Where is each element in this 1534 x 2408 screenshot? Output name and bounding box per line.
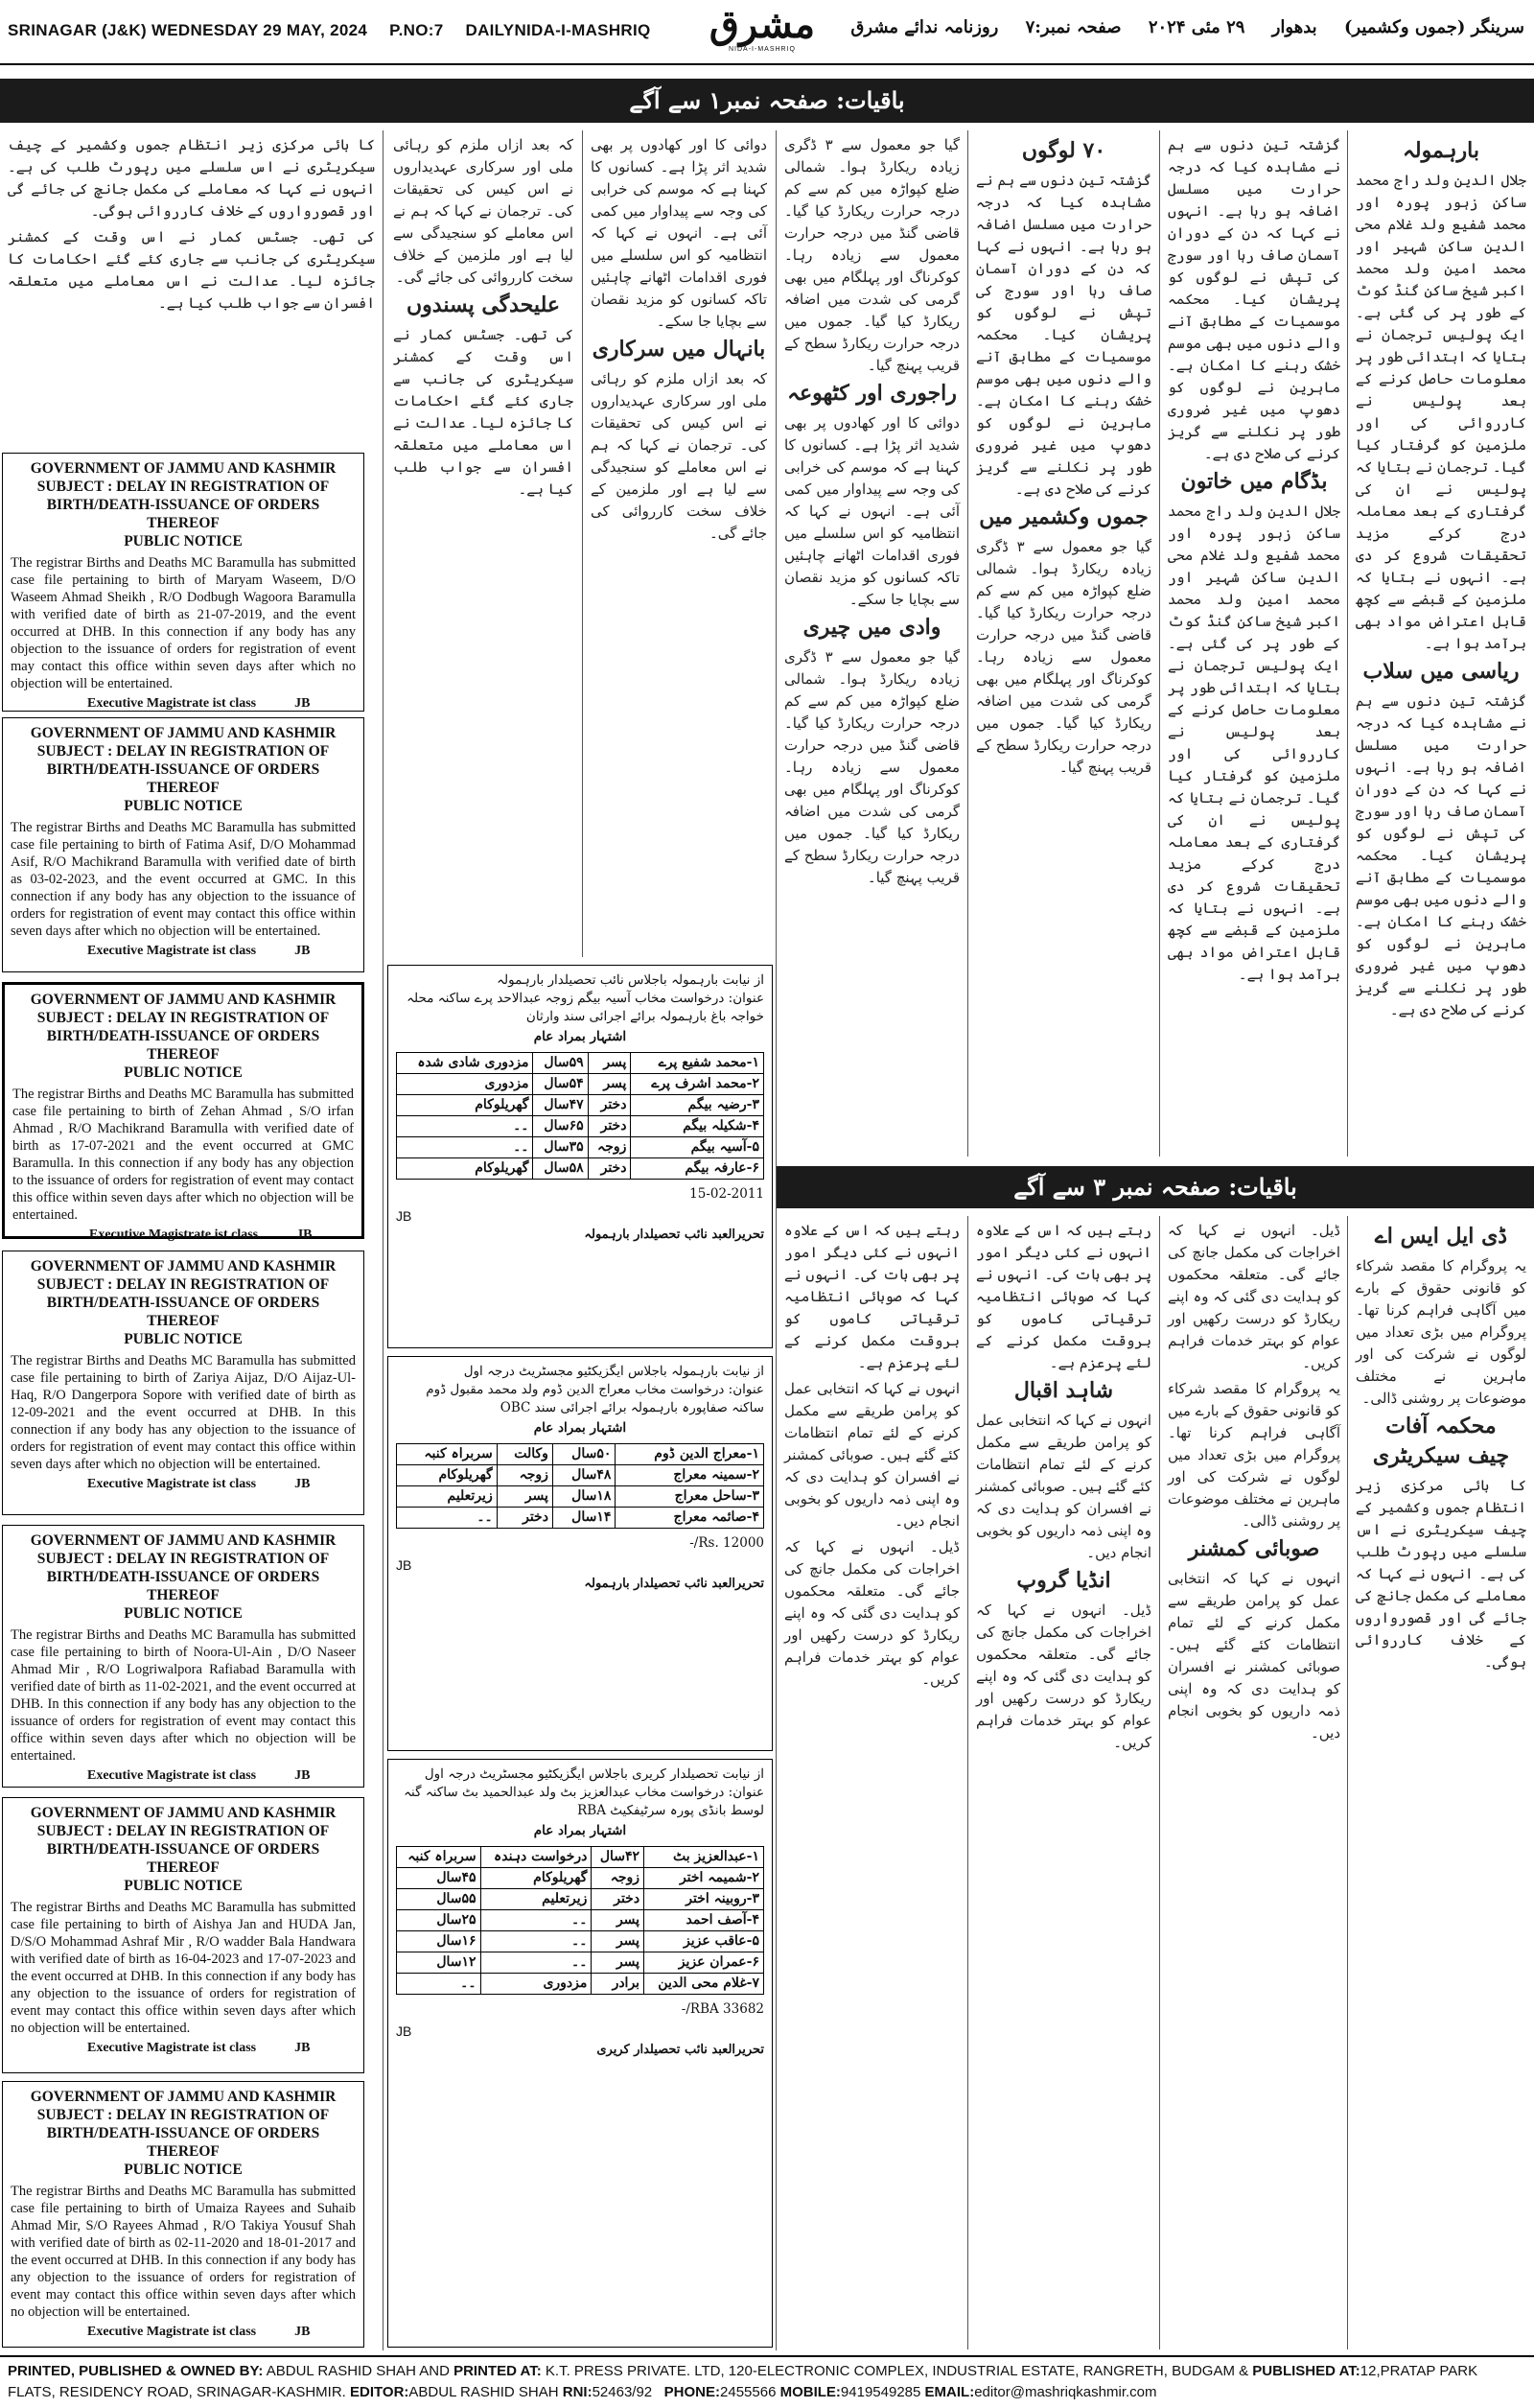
- table-cell: ۵۵سال: [397, 1889, 481, 1910]
- table-cell: گھریلوکام: [397, 1465, 498, 1486]
- ad-title: از نیابت بارہمولہ باجلاس نائب تحصیلدار بارہمولہ: [497, 972, 764, 988]
- table-cell: زوجہ: [588, 1137, 631, 1158]
- table-cell: ۔۔: [397, 1508, 498, 1529]
- text-span: JB: [294, 2041, 311, 2055]
- table-cell: ۶۵سال: [533, 1116, 588, 1137]
- masthead: [0, 0, 1534, 65]
- article-text: ڈیل۔ انہوں نے کہا کہ اخراجات کی مکمل جانچ کی جائے گی۔ متعلقہ محکموں کو ہدایت دی گئی کہ وہ اپنے ریکارڈ کو درست رکھیں اور عوام کو بہتر خدمات فراہم کریں۔: [976, 1601, 1151, 1751]
- table-cell: ۱۸سال: [552, 1486, 615, 1508]
- table-cell: ۴۵سال: [397, 1868, 481, 1889]
- notice-body: The registrar Births and Deaths MC Baramulla has submitted case file pertaining to birth of Aishya Jan and HUDA Jan, D/S/O Mohammad Ashraf Mir , R/O wadder Bala Handwara with verified date of birth as 16-04-2023 and 17-07-2023 and the event occurred at DHB. In this connection if any body has any objection to the issuance of orders for registration of event may contact this office within seven days after which no objection will be entertained.: [11, 1900, 356, 2036]
- article-column-7: [2, 130, 381, 447]
- text-span: JB: [296, 1227, 313, 1242]
- table-row: [397, 1095, 764, 1116]
- article-text: گیا جو معمول سے ۳ ڈگری زیادہ ریکارڈ ہوا۔ شمالی ضلع کپواڑہ میں کم سے کم درجہ حرارت ریکارڈ کیا گیا۔ قاضی گنڈ میں درجہ حرارت معمول سے زیادہ رہا۔ کوکرناگ اور پہلگام میں بھی گرمی کی شدت میں اضافہ ریکارڈ کیا گیا۔ جموں میں درجہ حرارت ریکارڈ سطح کے قریب پہنچ گیا۔: [784, 136, 961, 374]
- article-text: کہ بعد ازاں ملزم کو رہائی ملی اور سرکاری عہدیداروں نے اس کیس کی تحقیقات کی۔ ترجمان نے کہا کہ ہم نے اس معاملے کو سنجیدگی سے لیا ہے اور ملزمین کے خلاف سخت کارروائی کی جائے گی۔: [591, 370, 767, 542]
- headline-dls: ڈی ایل ایس اے: [1374, 1224, 1508, 1249]
- legal-ad-1: [387, 965, 773, 1348]
- article-text: گیا جو معمول سے ۳ ڈگری زیادہ ریکارڈ ہوا۔ شمالی ضلع کپواڑہ میں کم سے کم درجہ حرارت ریکارڈ کیا گیا۔ قاضی گنڈ میں درجہ حرارت معمول سے زیادہ رہا۔ کوکرناگ اور پہلگام میں بھی گرمی کی شدت میں اضافہ ریکارڈ کیا گیا۔ جموں میں درجہ حرارت ریکارڈ سطح کے قریب پہنچ گیا۔: [976, 538, 1152, 776]
- table-row: [397, 1889, 764, 1910]
- urdu-page: صفحہ نمبر:۷: [1025, 17, 1122, 37]
- article-text: گزشتہ تین دنوں سے ہم نے مشاہدہ کیا کہ درجہ حرارت میں مسلسل اضافہ ہو رہا ہے۔ انہوں نے کہا کہ دن کے دوران آسمان صاف رہا اور سورج کی تپش نے لوگوں کو پریشان کیا۔ محکمہ موسمیات کے مطابق آنے والے دنوں میں بھی موسم خشک رہنے کا امکان ہے۔ ماہرین نے لوگوں کو دھوپ میں غیر ضروری طور پر نکلنے سے گریز کرنے کی صلاح دی ہے۔: [976, 172, 1151, 498]
- ad-jb: JB: [396, 1208, 412, 1224]
- urdu-paper: روزنامہ ندائے مشرق: [850, 17, 999, 37]
- article-text: دوائی کا اور کھادوں پر بھی شدید اثر پڑا ہے۔ کسانوں کا کہنا ہے کہ موسم کی خرابی کی وجہ سے پیداوار میں کمی آئی ہے۔ انہوں نے کہا کہ انتظامیہ کو اس سلسلے میں فوری اقدامات اٹھانے چاہئیں تاکہ کسانوں کو مزید نقصان سے بچایا جا سکے۔: [784, 414, 960, 608]
- headline-jk-rain: جموں وکشمیر میں: [979, 504, 1149, 529]
- table-row: [397, 1847, 764, 1868]
- notice-subject: SUBJECT : DELAY IN REGISTRATION OF BIRTH/DEATH-ISSUANCE OF ORDERS THEREOF: [36, 2107, 330, 2160]
- urdu-place: سرینگر (جموں وکشمیر): [1343, 17, 1524, 37]
- ad-family-table: [396, 1443, 764, 1529]
- article-text: انہوں نے کہا کہ انتخابی عمل کو پرامن طریقے سے مکمل کرنے کے لئے تمام انتظامات کئے گئے ہیں۔ صوبائی کمشنر نے افسران کو ہدایت دی کہ وہ اپنی ذمہ داریوں کو بخوبی انجام دیں۔: [784, 1380, 960, 1530]
- table-row: [397, 1465, 764, 1486]
- column-divider: [967, 130, 968, 1157]
- article-column-9: [1162, 1216, 1346, 2350]
- ad-footer: تحریرالعبد نائب تحصیلدار کریری: [596, 2043, 764, 2057]
- text-span: K.T. PRESS PRIVATE. LTD, 120-ELECTRONIC COMPLEX, INDUSTRIAL ESTATE, RANGRETH, BUDGAM &: [545, 2363, 1249, 2379]
- notice-title: PUBLIC NOTICE: [124, 1064, 243, 1081]
- table-cell: پسر: [497, 1486, 552, 1508]
- text-span: JB: [294, 1768, 311, 1783]
- article-column-5: [585, 130, 773, 957]
- notice-signature: [12, 1227, 354, 1243]
- article-text: گزشتہ تین دنوں سے ہم نے مشاہدہ کیا کہ درجہ حرارت میں مسلسل اضافہ ہو رہا ہے۔ انہوں نے کہا کہ دن کے دوران آسمان صاف رہا اور سورج کی تپش نے لوگوں کو پریشان کیا۔ محکمہ موسمیات کے مطابق آنے والے دنوں میں بھی موسم خشک رہنے کا امکان ہے۔ ماہرین نے لوگوں کو دھوپ میں غیر ضروری طور پر نکلنے سے گریز کرنے کی صلاح دی ہے۔: [1356, 692, 1526, 1018]
- table-cell: ۴۸سال: [552, 1465, 615, 1486]
- legal-ad-2: [387, 1356, 773, 1751]
- legal-ad-3: [387, 1759, 773, 2348]
- article-column-11: [779, 1216, 965, 2350]
- headline-seventy-people: ۷۰ لوگوں: [1021, 138, 1106, 163]
- table-row: [397, 1116, 764, 1137]
- notice-title: PUBLIC NOTICE: [124, 533, 243, 549]
- table-row: [397, 1868, 764, 1889]
- notice-title: PUBLIC NOTICE: [124, 1605, 243, 1622]
- notice-gov: GOVERNMENT OF JAMMU AND KASHMIR: [30, 725, 337, 741]
- ad-family-table: [396, 1052, 764, 1180]
- table-cell: ۴۲سال: [592, 1847, 644, 1868]
- table-row: [397, 1158, 764, 1180]
- table-row: [397, 1053, 764, 1074]
- table-cell: ۲-سمینہ معراج: [616, 1465, 764, 1486]
- notice-body: The registrar Births and Deaths MC Baramulla has submitted case file pertaining to birth of Umaiza Rayees and Suhaib Ahmad Mir, S/O Rayees Ahmad , R/O Takiya Yousuf Shah with verified date of birth as 02-11-2020 and 18-01-2017 and the event occurred at DHB. In this connection if any body has any objection to the issuance of orders for registration of event may contact this office within seven days after which no objection will be entertained.: [11, 2184, 356, 2320]
- headline-budgam-women: بڈگام میں خاتون: [1180, 469, 1328, 494]
- table-cell: ۱۶سال: [397, 1931, 481, 1952]
- table-cell: ۶-عارفہ بیگم: [631, 1158, 764, 1180]
- public-notice-5: [2, 1525, 364, 1788]
- text-span: 12,PRATAP PARK: [1360, 2363, 1478, 2379]
- article-text: کا بائی مرکزی زیر انتظام جموں وکشمیر کے چیف سیکریٹری نے اس سلسلے میں رپورٹ طلب کی ہے۔ انہوں نے کہا کہ معاملے کی مکمل جانچ کی جائے گی اور قصورواروں کے خلاف کارروائی ہوگی۔: [1356, 1477, 1526, 1671]
- notice-gov: GOVERNMENT OF JAMMU AND KASHMIR: [30, 1258, 337, 1274]
- table-cell: درخواست دہندہ: [480, 1847, 592, 1868]
- table-row: [397, 1508, 764, 1529]
- table-cell: ۵۸سال: [533, 1158, 588, 1180]
- text-span: PUBLISHED AT:: [1252, 2363, 1360, 2379]
- headline-reasi-flood: ریاسی میں سلاب: [1362, 659, 1520, 684]
- article-text: جلال الدین ولد راج محمد ساکن زہور پورہ اور محمد شفیع ولد غلام محی الدین ساکن شہیر اور محمد امین ولد محمد اکبر شیخ ساکن گنڈ کوٹ کے طور پر کی گئی ہے۔ ایک پولیس ترجمان نے بتایا کہ ابتدائی طور پر معلومات حاصل کرنے کے بعد پولیس نے کارروائی کی اور ملزمین کو گرفتار کیا گیا۔ ترجمان نے بتایا کہ پولیس نے ان کی گرفتاری کے بعد معاملہ درج کرکے مزید تحقیقات شروع کر دی ہے۔ انہوں نے بتایا کہ ملزمین کے قبضے سے کچھ قابل اعتراض مواد بھی برآمد ہوا ہے۔: [1356, 172, 1526, 652]
- table-cell: ۳-رضیہ بیگم: [631, 1095, 764, 1116]
- table-cell: پسر: [592, 1910, 644, 1931]
- article-text: انہوں نے کہا کہ انتخابی عمل کو پرامن طریقے سے مکمل کرنے کے لئے تمام انتظامات کئے گئے ہیں۔ صوبائی کمشنر نے افسران کو ہدایت دی کہ وہ اپنی ذمہ داریوں کو بخوبی انجام دیں۔: [1168, 1570, 1340, 1742]
- table-cell: ۵۹سال: [533, 1053, 588, 1074]
- ad-footer: تحریرالعبد نائب تحصیلدار بارہمولہ: [584, 1227, 764, 1242]
- notice-subject: SUBJECT : DELAY IN REGISTRATION OF BIRTH/DEATH-ISSUANCE OF ORDERS THEREOF: [36, 479, 330, 531]
- masthead-urdu: [829, 17, 1524, 37]
- table-cell: گھریلوکام: [397, 1095, 533, 1116]
- column-divider: [967, 1216, 968, 2350]
- article-text: دوائی کا اور کھادوں پر بھی شدید اثر پڑا ہے۔ کسانوں کا کہنا ہے کہ موسم کی خرابی کی وجہ سے پیداوار میں کمی آئی ہے۔ انہوں نے کہا کہ انتظامیہ کو اس سلسلے میں فوری اقدامات اٹھانے چاہئیں تاکہ کسانوں کو مزید نقصان سے بچایا جا سکے۔: [591, 136, 767, 330]
- table-cell: زیرتعلیم: [397, 1486, 498, 1508]
- headline-disaster: محکمہ آفات: [1385, 1414, 1497, 1438]
- notice-subject: SUBJECT : DELAY IN REGISTRATION OF BIRTH/DEATH-ISSUANCE OF ORDERS THEREOF: [36, 1551, 330, 1603]
- article-column-10: [970, 1216, 1157, 2350]
- headline-india-group: انڈیا گروپ: [1016, 1568, 1111, 1593]
- table-row: [397, 1074, 764, 1095]
- article-text: رہتے ہیں کہ اس کے علاوہ انہوں نے کئی دیگر امور پر بھی بات کی۔ انہوں نے کہا کہ صوبائی انتظامیہ ترقیاتی کاموں کو بروقت مکمل کرنے کے لئے پرعزم ہے۔: [976, 1222, 1151, 1371]
- notice-subject: SUBJECT : DELAY IN REGISTRATION OF BIRTH/DEATH-ISSUANCE OF ORDERS THEREOF: [36, 1823, 330, 1876]
- article-text: گزشتہ تین دنوں سے ہم نے مشاہدہ کیا کہ درجہ حرارت میں مسلسل اضافہ ہو رہا ہے۔ انہوں نے کہا کہ دن کے دوران آسمان صاف رہا اور سورج کی تپش نے لوگوں کو پریشان کیا۔ محکمہ موسمیات کے مطابق آنے والے دنوں میں بھی موسم خشک رہنے کا امکان ہے۔ ماہرین نے لوگوں کو دھوپ میں غیر ضروری طور پر نکلنے سے گریز کرنے کی صلاح دی ہے۔: [1168, 136, 1340, 462]
- text-span: Executive Magistrate ist class: [87, 944, 257, 958]
- table-row: [397, 1444, 764, 1465]
- masthead-english: [8, 21, 668, 40]
- table-cell: پسر: [592, 1931, 644, 1952]
- headline-rajouri-kathua: راجوری اور کٹھوعہ: [787, 381, 957, 406]
- ad-subject: عنوان: درخواست مخاب عبدالعزیز بٹ ولد عبدالحمید بٹ ساکنہ گنہ لوسط بانڈی پورہ سرٹیفکیٹ RBA: [404, 1785, 764, 1818]
- notice-signature: [11, 1768, 356, 1784]
- ad-jb: JB: [396, 2023, 412, 2039]
- article-text: کی تھی۔ جسٹس کمار نے اس وقت کے کمشنر سیکریٹری کی جانب سے جاری کئے گئے احکامات کا جائزہ لیا۔ عدالت نے اس معاملے میں متعلقہ افسران سے جواب طلب کیا ہے۔: [8, 228, 375, 312]
- table-cell: ۱-معراج الدین ڈوم: [616, 1444, 764, 1465]
- text-span: RNI:: [562, 2384, 593, 2400]
- table-cell: ۱۴سال: [552, 1508, 615, 1529]
- urdu-day: بدھوار: [1271, 17, 1317, 37]
- notice-gov: GOVERNMENT OF JAMMU AND KASHMIR: [30, 1532, 337, 1549]
- table-cell: ۔۔: [480, 1952, 592, 1974]
- article-text: کی تھی۔ جسٹس کمار نے اس وقت کے کمشنر سیکریٹری کی جانب سے جاری کئے گئے احکامات کا جائزہ لیا۔ عدالت نے اس معاملے میں متعلقہ افسران سے جواب طلب کیا ہے۔: [393, 326, 573, 498]
- table-cell: زوجہ: [592, 1868, 644, 1889]
- ad-ishtihar: اشتہار بمراد عام: [533, 1823, 627, 1838]
- table-row: [397, 1486, 764, 1508]
- notice-signature: [11, 944, 356, 959]
- ad-subject: عنوان: درخواست مخاب آسیہ بیگم زوجہ عبدالاحد پرے ساکنہ محلہ خواجہ باغ بارہمولہ برائے اجرائی سند وارثان: [407, 991, 764, 1024]
- headline-chief-secretary: چیف سیکریٹری: [1372, 1443, 1510, 1468]
- table-cell: پسر: [592, 1952, 644, 1974]
- ad-footer: تحریرالعبد نائب تحصیلدار بارہمولہ: [584, 1577, 764, 1591]
- ad-subject: عنوان: درخواست مخاب معراج الدین ڈوم ولد محمد مقبول ڈوم ساکنہ صفاپورہ بارہمولہ برائے اجرائی سند OBC: [426, 1382, 764, 1415]
- article-text: انہوں نے کہا کہ انتخابی عمل کو پرامن طریقے سے مکمل کرنے کے لئے تمام انتظامات کئے گئے ہیں۔ صوبائی کمشنر نے افسران کو ہدایت دی کہ وہ اپنی ذمہ داریوں کو بخوبی انجام دیں۔: [976, 1412, 1151, 1561]
- notice-title: PUBLIC NOTICE: [124, 798, 243, 814]
- table-cell: دختر: [588, 1095, 631, 1116]
- table-cell: ۴-صائمہ معراج: [616, 1508, 764, 1529]
- table-cell: سربراہ کنبہ: [397, 1444, 498, 1465]
- text-span: Executive Magistrate ist class: [87, 2041, 257, 2055]
- article-text: گیا جو معمول سے ۳ ڈگری زیادہ ریکارڈ ہوا۔ شمالی ضلع کپواڑہ میں کم سے کم درجہ حرارت ریکارڈ کیا گیا۔ قاضی گنڈ میں درجہ حرارت معمول سے زیادہ رہا۔ کوکرناگ اور پہلگام میں بھی گرمی کی شدت میں اضافہ ریکارڈ کیا گیا۔ جموں میں درجہ حرارت ریکارڈ سطح کے قریب پہنچ گیا۔: [784, 648, 961, 886]
- section-header-top: باقیات: صفحہ نمبر۱ سے آگے: [0, 79, 1534, 123]
- text-span: Executive Magistrate ist class: [87, 1477, 257, 1491]
- table-cell: ۳-روبینہ اختر: [644, 1889, 764, 1910]
- table-cell: ۲-شمیمہ اختر: [644, 1868, 764, 1889]
- text-span: EDITOR:: [350, 2384, 409, 2400]
- table-cell: ۴۷سال: [533, 1095, 588, 1116]
- article-text: ڈیل۔ انہوں نے کہا کہ اخراجات کی مکمل جانچ کی جائے گی۔ متعلقہ محکموں کو ہدایت دی گئی کہ وہ اپنے ریکارڈ کو درست رکھیں اور عوام کو بہتر خدمات فراہم کریں۔: [1168, 1222, 1340, 1371]
- table-cell: ۔۔: [397, 1974, 481, 1995]
- ad-title: از نیابت بارہمولہ باجلاس ایگزیکٹیو مجسٹریٹ درجہ اول: [463, 1364, 764, 1379]
- place-date: SRINAGAR (J&K) WEDNESDAY 29 MAY, 2024: [8, 21, 368, 39]
- table-cell: مزدوری: [397, 1074, 533, 1095]
- table-cell: پسر: [588, 1074, 631, 1095]
- table-cell: وکالت: [497, 1444, 552, 1465]
- notice-body: The registrar Births and Deaths MC Baramulla has submitted case file pertaining to birth of Fatima Asif, D/O Mohammad Asif, R/O Machikrand Baramulla with verified date of birth as 03-02-2023, and the event occurred at GMC. In this connection if any body has any objection to the issuance of orders for registration of event may contact this office within seven days after which no objection will be entertained.: [11, 820, 356, 939]
- table-cell: ۵۰سال: [552, 1444, 615, 1465]
- headline-separatist: علیحدگی پسندوں: [407, 292, 560, 317]
- text-span: PRINTED AT:: [453, 2363, 542, 2379]
- article-text: کا بائی مرکزی زیر انتظام جموں وکشمیر کے چیف سیکریٹری نے اس سلسلے میں رپورٹ طلب کی ہے۔ انہوں نے کہا کہ معاملے کی مکمل جانچ کی جائے گی اور قصورواروں کے خلاف کارروائی ہوگی۔: [8, 136, 375, 220]
- text-span: 2455566: [720, 2384, 777, 2400]
- table-cell: دختر: [497, 1508, 552, 1529]
- text-span: JB: [294, 1477, 311, 1491]
- table-cell: ۲۵سال: [397, 1910, 481, 1931]
- headline-shahid-iqbal: شاہد اقبال: [1013, 1378, 1114, 1403]
- notice-signature: [11, 1477, 356, 1492]
- table-cell: ۱-عبدالعزیز بٹ: [644, 1847, 764, 1868]
- text-span: PHONE:: [663, 2384, 721, 2400]
- public-notice-1: [2, 453, 364, 712]
- table-row: [397, 1137, 764, 1158]
- notice-title: PUBLIC NOTICE: [124, 1331, 243, 1347]
- public-notice-2: [2, 717, 364, 972]
- article-text: یہ پروگرام کا مقصد شرکاء کو قانونی حقوق کے بارے میں آگاہی فراہم کرنا تھا۔ پروگرام میں بڑی تعداد میں لوگوں نے شرکت کی اور ماہرین نے مختلف موضوعات پر روشنی ڈالی۔: [1356, 1257, 1526, 1407]
- newspaper-logo: [671, 4, 853, 59]
- table-cell: ۴-آصف احمد: [644, 1910, 764, 1931]
- text-span: PRINTED, PUBLISHED & OWNED BY:: [8, 2363, 264, 2379]
- article-column-8: [1350, 1216, 1532, 2350]
- section-header-bottom: باقیات: صفحہ نمبر ۳ سے آگے: [777, 1166, 1534, 1208]
- paper-name: DAILYNIDA-I-MASHRIQ: [465, 21, 651, 39]
- headline-sopore-commissioner: صوبائی کمشنر: [1188, 1536, 1320, 1561]
- table-cell: دختر: [588, 1158, 631, 1180]
- ad-amount: RBA 33682/-: [681, 2001, 764, 2017]
- text-span: 9419549285: [840, 2384, 921, 2400]
- public-notice-7: [2, 2081, 364, 2348]
- page-number: P.NO:7: [389, 21, 444, 39]
- table-cell: مزدوری: [480, 1974, 592, 1995]
- notice-body: The registrar Births and Deaths MC Baramulla has submitted case file pertaining to birth of Noora-Ul-Ain , D/O Naseer Ahmad Mir , R/O Logriwalpora Rafiabad Baramulla with verified date of birth as 11-02-2021, and the event occurred at DHB. In this connection if any body has any objection to the issuance of orders for registration of event may contact this office within seven days after which no objection will be entertained.: [11, 1627, 356, 1764]
- notice-body: The registrar Births and Deaths MC Baramulla has submitted case file pertaining to birth of Zariya Aijaz, D/O Aijaz-Ul-Haq, R/O Dangerpora Sopore with verified date of birth as 12-09-2021 and the event occurred at DHB. In this connection if any body has any objection to the issuance of orders for registration of event may contact this office within seven days after which no objection will be entertained.: [11, 1353, 356, 1472]
- ad-ishtihar: اشتہار بمراد عام: [533, 1029, 627, 1044]
- notice-body: The registrar Births and Deaths MC Baramulla has submitted case file pertaining to birth of Zehan Ahmad , S/O irfan Ahmad , R/O Machikrand Baramulla with verified date of birth as 17-07-2021 and the event occurred at GMC Baramulla. In this connection if any body has any objection to the issuance of orders for registration of event may contact this office within seven days after which no objection will be entertained.: [12, 1087, 354, 1223]
- article-text: جلال الدین ولد راج محمد ساکن زہور پورہ اور محمد شفیع ولد غلام محی الدین ساکن شہیر اور محمد امین ولد محمد اکبر شیخ ساکن گنڈ کوٹ کے طور پر کی گئی ہے۔ ایک پولیس ترجمان نے بتایا کہ ابتدائی طور پر معلومات حاصل کرنے کے بعد پولیس نے کارروائی کی اور ملزمین کو گرفتار کیا گیا۔ ترجمان نے بتایا کہ پولیس نے ان کی گرفتاری کے بعد معاملہ درج کرکے مزید تحقیقات شروع کر دی ہے۔ انہوں نے بتایا کہ ملزمین کے قبضے سے کچھ قابل اعتراض مواد بھی برآمد ہوا ہے۔: [1168, 503, 1340, 983]
- table-cell: دختر: [592, 1889, 644, 1910]
- table-row: [397, 1974, 764, 1995]
- notice-subject: SUBJECT : DELAY IN REGISTRATION OF BIRTH/DEATH-ISSUANCE OF ORDERS THEREOF: [36, 1276, 330, 1329]
- article-column-6: [387, 130, 579, 957]
- table-cell: ۱-محمد شفیع پرے: [631, 1053, 764, 1074]
- notice-signature: [11, 696, 356, 712]
- article-text: رہتے ہیں کہ اس کے علاوہ انہوں نے کئی دیگر امور پر بھی بات کی۔ انہوں نے کہا کہ صوبائی انتظامیہ ترقیاتی کاموں کو بروقت مکمل کرنے کے لئے پرعزم ہے۔: [784, 1222, 960, 1371]
- imprint-line-1: [8, 2361, 1526, 2382]
- table-cell: برادر: [592, 1974, 644, 1995]
- text-span: Executive Magistrate ist class: [89, 1227, 259, 1242]
- table-cell: ۳۵سال: [533, 1137, 588, 1158]
- ad-date: 15-02-2011: [689, 1186, 764, 1202]
- table-cell: سربراہ کنبہ: [397, 1847, 481, 1868]
- notice-body: The registrar Births and Deaths MC Baramulla has submitted case file pertaining to birth of Maryam Waseem, D/O Waseem Ahmad Sheikh , R/O Dodbugh Wagoora Baramulla with verified date of birth as 21-07-2019, and the event occurred at DHB. In this connection if any body has any objection to the issuance of orders for registration of event may contact this office within seven days after which no objection will be entertained.: [11, 555, 356, 691]
- headline-baramulla: بارہمولہ: [1402, 138, 1480, 163]
- text-span: editor@mashriqkashmir.com: [974, 2384, 1157, 2400]
- text-span: JB: [294, 2325, 311, 2339]
- text-span: ABDUL RASHID SHAH: [408, 2384, 559, 2400]
- notice-gov: GOVERNMENT OF JAMMU AND KASHMIR: [30, 1805, 337, 1821]
- text-span: Executive Magistrate ist class: [87, 1768, 257, 1783]
- text-span: 52463/92: [592, 2384, 653, 2400]
- table-cell: زوجہ: [497, 1465, 552, 1486]
- logo-urdu: مشرق: [709, 2, 816, 47]
- article-column-1: [1350, 130, 1532, 1157]
- table-cell: ۔۔: [480, 1931, 592, 1952]
- logo-sub: NIDA-I-MASHRIQ: [729, 46, 796, 53]
- table-cell: ۔۔: [480, 1910, 592, 1931]
- article-text: یہ پروگرام کا مقصد شرکاء کو قانونی حقوق کے بارے میں آگاہی فراہم کرنا تھا۔ پروگرام میں بڑی تعداد میں لوگوں نے شرکت کی اور ماہرین نے مختلف موضوعات پر روشنی ڈالی۔: [1167, 1380, 1340, 1530]
- column-divider: [1347, 130, 1348, 1157]
- column-divider: [1159, 130, 1160, 1157]
- table-cell: ۴-شکیلہ بیگم: [631, 1116, 764, 1137]
- notice-title: PUBLIC NOTICE: [124, 1878, 243, 1894]
- article-column-4: [779, 130, 965, 1157]
- table-cell: زیرتعلیم: [480, 1889, 592, 1910]
- text-span: JB: [294, 696, 311, 711]
- column-divider: [383, 130, 384, 2350]
- text-span: EMAIL:: [924, 2384, 975, 2400]
- notice-signature: [11, 2041, 356, 2056]
- table-row: [397, 1910, 764, 1931]
- ad-ishtihar: اشتہار بمراد عام: [533, 1420, 627, 1436]
- text-span: FLATS, RESIDENCY ROAD, SRINAGAR-KASHMIR.: [8, 2384, 346, 2400]
- table-cell: ۵۴سال: [533, 1074, 588, 1095]
- headline-bandipora-govt: بانہال میں سرکاری: [592, 337, 766, 362]
- public-notice-4: [2, 1251, 364, 1515]
- table-cell: ۔۔: [397, 1137, 533, 1158]
- notice-title: PUBLIC NOTICE: [124, 2162, 243, 2178]
- ad-amount: Rs. 12000/-: [689, 1535, 764, 1551]
- table-cell: ۶-عمران عزیز: [644, 1952, 764, 1974]
- notice-gov: GOVERNMENT OF JAMMU AND KASHMIR: [30, 992, 337, 1008]
- column-divider: [1347, 1216, 1348, 2350]
- table-cell: ۲-محمد اشرف پرے: [631, 1074, 764, 1095]
- column-divider: [582, 130, 583, 957]
- text-span: ABDUL RASHID SHAH AND: [266, 2363, 450, 2379]
- public-notice-3: [2, 982, 364, 1242]
- ad-title: از نیابت تحصیلدار کریری باجلاس ایگزیکٹیو مجسٹریٹ درجہ اول: [424, 1766, 764, 1782]
- notice-subject: SUBJECT : DELAY IN REGISTRATION OF BIRTH/DEATH-ISSUANCE OF ORDERS THEREOF: [36, 743, 330, 796]
- text-span: Executive Magistrate ist class: [87, 696, 257, 711]
- table-cell: ۵-عاقب عزیز: [644, 1931, 764, 1952]
- article-text: ڈیل۔ انہوں نے کہا کہ اخراجات کی مکمل جانچ کی جائے گی۔ متعلقہ محکموں کو ہدایت دی گئی کہ وہ اپنے ریکارڈ کو درست رکھیں اور عوام کو بہتر خدمات فراہم کریں۔: [784, 1538, 960, 1688]
- table-cell: ۷-غلام محی الدین: [644, 1974, 764, 1995]
- notice-gov: GOVERNMENT OF JAMMU AND KASHMIR: [30, 2089, 337, 2105]
- table-cell: ۱۲سال: [397, 1952, 481, 1974]
- notice-subject: SUBJECT : DELAY IN REGISTRATION OF BIRTH/DEATH-ISSUANCE OF ORDERS THEREOF: [36, 1010, 330, 1063]
- notice-signature: [11, 2325, 356, 2340]
- public-notice-6: [2, 1797, 364, 2073]
- text-span: MOBILE:: [779, 2384, 841, 2400]
- text-span: JB: [294, 944, 311, 958]
- table-cell: گھریلوکام: [480, 1868, 592, 1889]
- urdu-date: ۲۹ مئی ۲۰۲۴: [1148, 17, 1245, 37]
- notice-gov: GOVERNMENT OF JAMMU AND KASHMIR: [30, 460, 337, 477]
- table-row: [397, 1952, 764, 1974]
- text-span: Executive Magistrate ist class: [87, 2325, 257, 2339]
- article-text: کہ بعد ازاں ملزم کو رہائی ملی اور سرکاری عہدیداروں نے اس کیس کی تحقیقات کی۔ ترجمان نے کہا کہ ہم نے اس معاملے کو سنجیدگی سے لیا ہے اور ملزمین کے خلاف سخت کارروائی کی جائے گی۔: [393, 136, 573, 286]
- imprint-line-2: [8, 2382, 1526, 2403]
- table-cell: گھریلوکام: [397, 1158, 533, 1180]
- ad-jb: JB: [396, 1557, 412, 1573]
- ad-family-table: [396, 1846, 764, 1995]
- table-cell: پسر: [588, 1053, 631, 1074]
- table-cell: ۵-آسیہ بیگم: [631, 1137, 764, 1158]
- table-cell: دختر: [588, 1116, 631, 1137]
- table-cell: ۳-ساحل معراج: [616, 1486, 764, 1508]
- article-column-3: [970, 130, 1157, 1157]
- article-column-2: [1162, 130, 1346, 1157]
- column-divider: [776, 130, 777, 2350]
- table-row: [397, 1931, 764, 1952]
- column-divider: [1159, 1216, 1160, 2350]
- table-cell: ۔۔: [397, 1116, 533, 1137]
- headline-valley-cherry: وادی میں چیری: [802, 615, 941, 640]
- imprint-footer: [0, 2355, 1534, 2408]
- table-cell: مزدوری شادی شدہ: [397, 1053, 533, 1074]
